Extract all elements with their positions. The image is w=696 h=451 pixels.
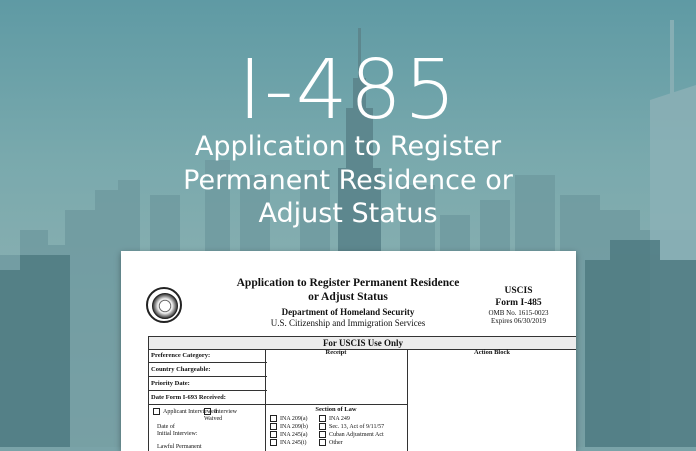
- checkbox-icon: [204, 408, 211, 415]
- form-number-title: I-485: [237, 43, 459, 138]
- row-country-chargeable: Country Chargeable:: [149, 363, 267, 377]
- info-column: [149, 349, 266, 451]
- uscis-use-only-bar: For USCIS Use Only: [148, 336, 576, 350]
- form-document-preview: [121, 251, 576, 451]
- subtitle-line-1: Application to Register: [194, 131, 502, 162]
- initial-interview-label: Initial Interview:: [157, 431, 198, 437]
- date-of-label: Date of: [157, 424, 175, 430]
- lawful-permanent-label: Lawful Permanent: [157, 444, 202, 450]
- action-block-header: Action Block: [474, 349, 510, 356]
- applicant-interviewed-check: Applicant Interviewed: [153, 408, 217, 416]
- row-form-i693-received: Date Form I-693 Received:: [149, 391, 267, 405]
- receipt-header: Receipt: [325, 349, 347, 356]
- section-of-law-header: Section of Law: [315, 406, 357, 413]
- row-priority-date: Priority Date:: [149, 377, 267, 391]
- checkbox-icon: [153, 408, 160, 415]
- uscis-use-table: [148, 349, 576, 451]
- subtitle-line-3: Adjust Status: [258, 198, 438, 229]
- document-title: Application to Register Permanent Residence or Adjust Status: [236, 277, 460, 303]
- interview-waived-check: Interview Waived: [204, 408, 237, 422]
- law-right-list: INA 249 Sec. 13, Act of 9/11/57 Cuban Adjustment Act Other: [319, 415, 409, 447]
- form-id-block: USCIS Form I-485 OMB No. 1615-0023 Expires 06/30/2019: [488, 286, 549, 325]
- row-preference-category: Preference Category:: [149, 349, 267, 363]
- subtitle-line-2: Permanent Residence or: [183, 165, 513, 196]
- document-agency: Department of Homeland Security U.S. Citizenship and Immigration Services: [270, 307, 426, 328]
- section-divider: [266, 404, 407, 405]
- law-left-list: INA 209(a) INA 209(b) INA 245(a) INA 245(i): [270, 415, 330, 447]
- dhs-seal-icon: [146, 287, 182, 323]
